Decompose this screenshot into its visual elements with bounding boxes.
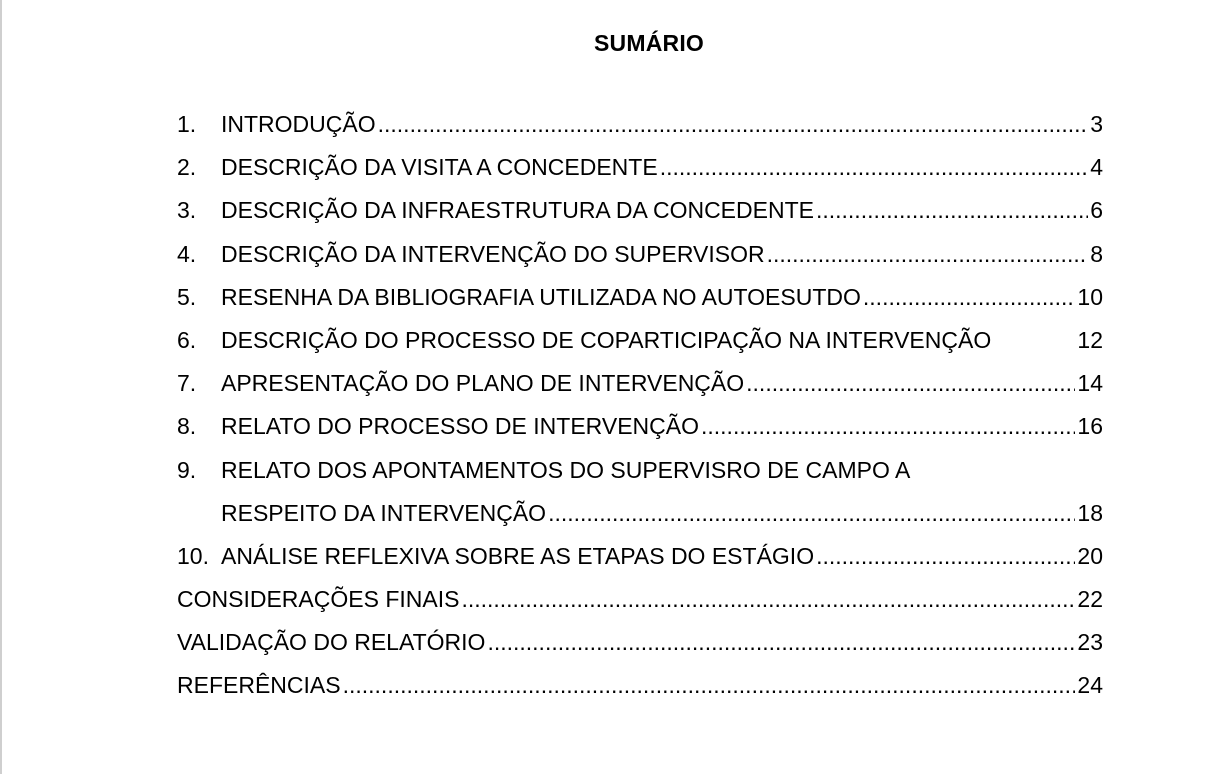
toc-entry-analise-reflexiva[interactable] bbox=[177, 542, 1103, 585]
toc-entry-number: 3. bbox=[177, 197, 197, 224]
toc-entry-page: 14 bbox=[1077, 370, 1103, 397]
toc-entry-page: 24 bbox=[1077, 672, 1103, 699]
page-left-edge bbox=[0, 0, 2, 774]
table-of-contents bbox=[177, 110, 1103, 715]
toc-entry-validacao-relatorio[interactable] bbox=[177, 628, 1103, 671]
toc-entry-text: RESENHA DA BIBLIOGRAFIA UTILIZADA NO AUTOESUTDO bbox=[221, 283, 861, 310]
toc-entry-text: CONSIDERAÇÕES FINAIS bbox=[177, 586, 460, 613]
toc-entry-introducao[interactable] bbox=[177, 110, 1103, 153]
toc-entry-text: INTRODUÇÃO bbox=[221, 111, 376, 137]
toc-entry-relato-processo[interactable] bbox=[177, 412, 1103, 455]
toc-entry-text: REFERÊNCIAS bbox=[177, 672, 341, 699]
toc-dot-leader bbox=[343, 671, 1076, 699]
toc-entry-text: ANÁLISE REFLEXIVA SOBRE AS ETAPAS DO ESTÁGIO bbox=[221, 542, 815, 569]
toc-entry-text: VALIDAÇÃO DO RELATÓRIO bbox=[177, 629, 486, 656]
toc-entry-number: 1. bbox=[177, 111, 197, 137]
toc-entry-descricao-intervencao-supervisor[interactable] bbox=[177, 240, 1103, 283]
toc-entry-page: 20 bbox=[1077, 542, 1103, 569]
toc-entry-page: 4 bbox=[1090, 154, 1103, 181]
toc-entry-descricao-infraestrutura[interactable] bbox=[177, 196, 1103, 239]
toc-entry-number: 6. bbox=[177, 326, 197, 353]
toc-entry-page: 22 bbox=[1077, 586, 1103, 613]
toc-title: SUMÁRIO bbox=[593, 30, 704, 56]
toc-entry-page: 18 bbox=[1077, 499, 1103, 526]
toc-entry-number: 9. bbox=[177, 456, 197, 483]
toc-entry-text: APRESENTAÇÃO DO PLANO DE INTERVENÇÃO bbox=[221, 370, 745, 397]
toc-entry-number: 2. bbox=[177, 154, 197, 181]
toc-entry-number: 10. bbox=[177, 542, 209, 569]
toc-entry-page: 16 bbox=[1077, 413, 1103, 440]
toc-entry-page: 23 bbox=[1077, 629, 1103, 656]
toc-entry-page: 12 bbox=[1077, 326, 1103, 353]
toc-entry-descricao-coparticipacao[interactable] bbox=[177, 326, 1103, 369]
toc-dot-leader bbox=[746, 369, 1075, 397]
toc-dot-leader bbox=[863, 283, 1076, 311]
toc-entry-relato-apontamentos[interactable] bbox=[177, 456, 1103, 542]
toc-dot-leader bbox=[767, 240, 1089, 268]
toc-entry-resenha-bibliografia[interactable] bbox=[177, 283, 1103, 326]
toc-dot-leader bbox=[701, 412, 1075, 440]
toc-dot-leader bbox=[816, 542, 1075, 570]
toc-entry-descricao-visita[interactable] bbox=[177, 153, 1103, 196]
toc-entry-text: DESCRIÇÃO DA INTERVENÇÃO DO SUPERVISOR bbox=[221, 240, 765, 267]
toc-entry-text: RELATO DO PROCESSO DE INTERVENÇÃO bbox=[221, 413, 699, 440]
toc-entry-text: DESCRIÇÃO DA INFRAESTRUTURA DA CONCEDENTE bbox=[221, 197, 814, 224]
toc-entry-referencias[interactable] bbox=[177, 671, 1103, 714]
toc-dot-leader bbox=[660, 153, 1089, 181]
toc-entry-text-line2: RESPEITO DA INTERVENÇÃO bbox=[221, 499, 547, 526]
toc-dot-leader bbox=[816, 196, 1088, 224]
toc-entry-number: 5. bbox=[177, 283, 197, 310]
toc-entry-page: 10 bbox=[1077, 283, 1103, 310]
toc-dot-leader bbox=[378, 110, 1089, 138]
toc-dot-leader bbox=[487, 628, 1075, 656]
toc-entry-consideracoes-finais[interactable] bbox=[177, 585, 1103, 628]
toc-entry-number: 4. bbox=[177, 240, 197, 267]
toc-dot-leader bbox=[461, 585, 1075, 613]
toc-entry-page: 8 bbox=[1090, 240, 1103, 267]
toc-entry-number: 8. bbox=[177, 413, 197, 440]
toc-entry-text: DESCRIÇÃO DA VISITA A CONCEDENTE bbox=[221, 154, 658, 181]
toc-entry-number: 7. bbox=[177, 370, 197, 397]
toc-entry-page: 3 bbox=[1090, 111, 1103, 137]
toc-entry-text: DESCRIÇÃO DO PROCESSO DE COPARTICIPAÇÃO NA INTERVENÇÃO bbox=[221, 326, 992, 353]
toc-dot-leader bbox=[548, 499, 1075, 527]
toc-entry-apresentacao-plano[interactable] bbox=[177, 369, 1103, 412]
toc-entry-page: 6 bbox=[1090, 197, 1103, 224]
toc-entry-text-line1: RELATO DOS APONTAMENTOS DO SUPERVISRO DE CAMPO A bbox=[221, 456, 911, 483]
